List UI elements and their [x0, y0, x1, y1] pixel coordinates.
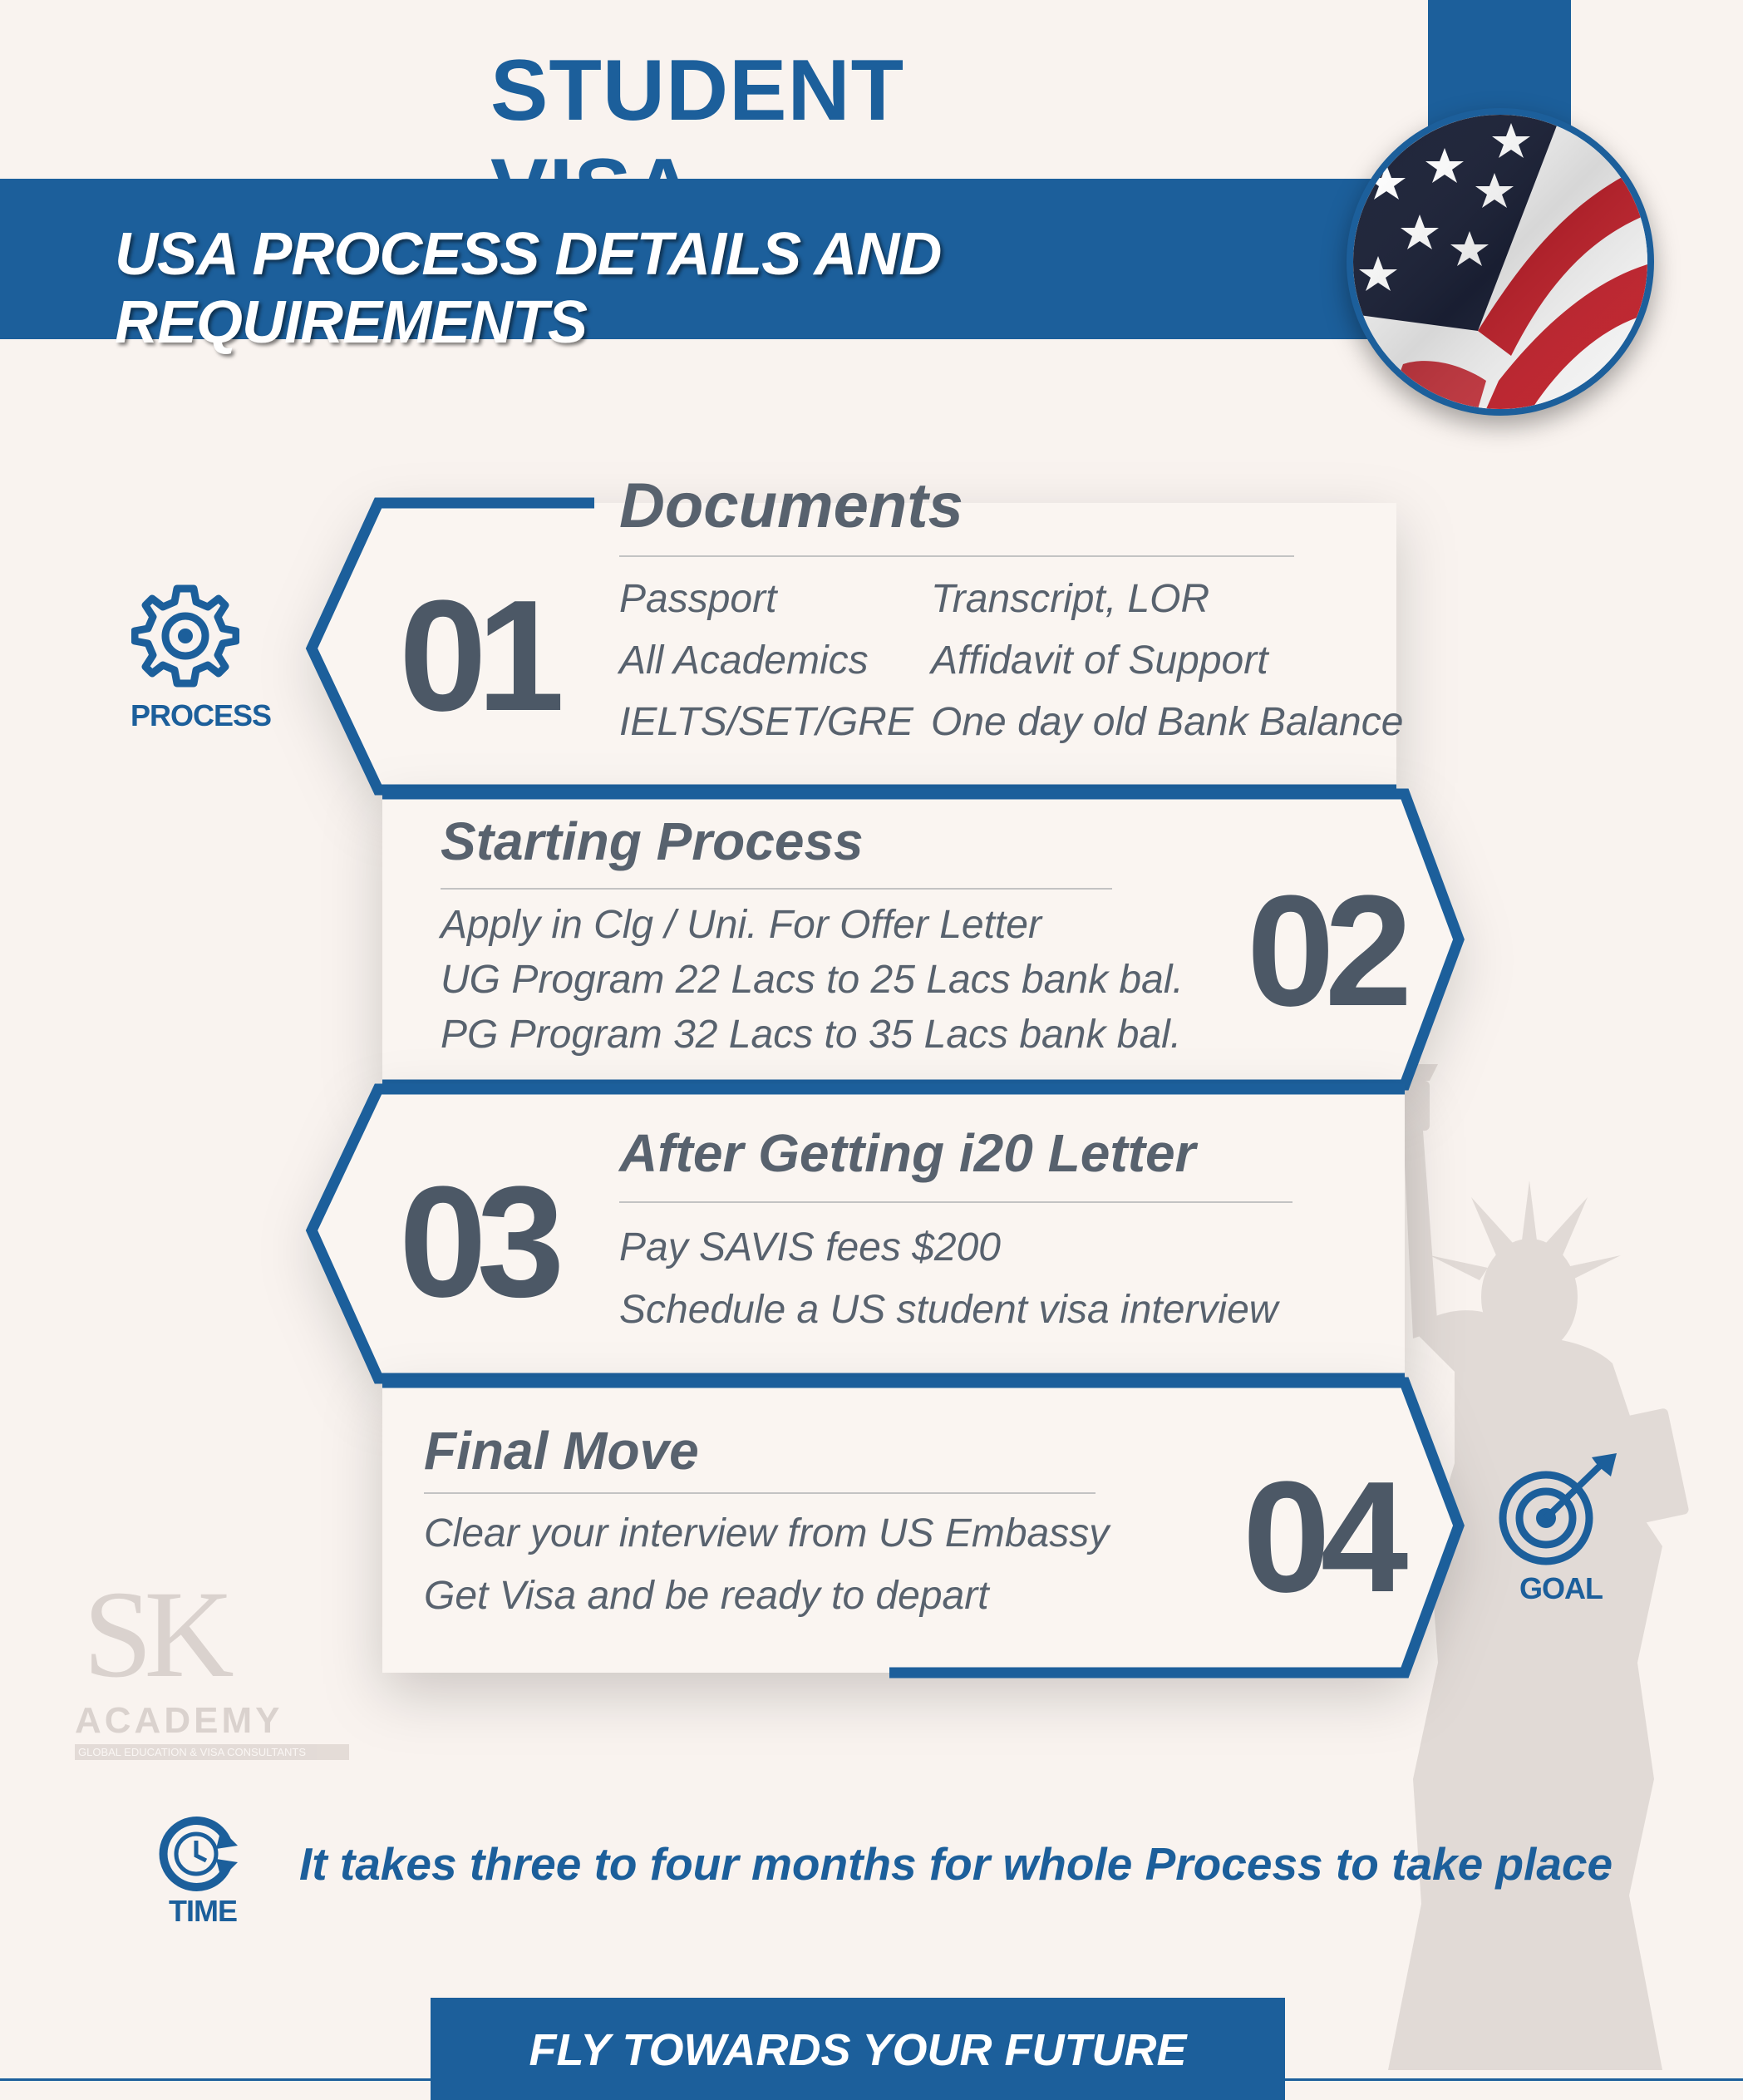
- step-3-divider: [619, 1201, 1292, 1203]
- target-icon: [1496, 1453, 1621, 1574]
- watermark-name: ACADEMY: [75, 1700, 283, 1741]
- step-1-item: Affidavit of Support: [931, 638, 1268, 683]
- step-2-item: UG Program 22 Lacs to 25 Lacs bank bal.: [441, 958, 1184, 1002]
- clock-icon: [156, 1812, 239, 1900]
- page-title: STUDENT: [490, 42, 905, 139]
- footer-slogan: FLY TOWARDS YOUR FUTURE: [529, 2025, 1187, 2075]
- step-4-title: Final Move: [424, 1421, 699, 1481]
- time-note: It takes three to four months for whole Process to take place: [299, 1838, 1613, 1890]
- step-2-divider: [441, 888, 1112, 890]
- step-1-title: Documents: [619, 471, 963, 541]
- step-4-item: Clear your interview from US Embassy: [424, 1511, 1110, 1555]
- step-2-title: Starting Process: [441, 811, 864, 871]
- step-3-item: Schedule a US student visa interview: [619, 1288, 1278, 1332]
- step-4-divider: [424, 1492, 1096, 1494]
- watermark-logo: SK: [83, 1565, 226, 1703]
- step-2-item: Apply in Clg / Uni. For Offer Letter: [441, 903, 1041, 947]
- watermark-tagline: GLOBAL EDUCATION & VISA CONSULTANTS: [75, 1744, 349, 1760]
- step-1-item: IELTS/SET/GRE: [619, 700, 913, 744]
- step-3-title: After Getting i20 Letter: [619, 1123, 1196, 1183]
- step-1-item: All Academics: [619, 638, 869, 683]
- step-2-number: 02: [1247, 863, 1403, 1039]
- goal-label: GOAL: [1519, 1571, 1603, 1605]
- step-4-number: 04: [1243, 1449, 1399, 1625]
- step-1-divider: [619, 555, 1294, 557]
- process-label: PROCESS: [130, 698, 272, 732]
- footer-bar: [431, 1998, 1285, 2100]
- step-3-item: Pay SAVIS fees $200: [619, 1225, 1001, 1269]
- step-4-item: Get Visa and be ready to depart: [424, 1574, 989, 1618]
- step-2-item: PG Program 32 Lacs to 35 Lacs bank bal.: [441, 1013, 1182, 1057]
- step-1-item: Transcript, LOR: [931, 577, 1210, 621]
- step-3-number: 03: [399, 1154, 555, 1330]
- step-1-item: Passport: [619, 577, 777, 621]
- time-label: TIME: [169, 1894, 237, 1928]
- gear-icon: [131, 582, 239, 694]
- page-subtitle: USA PROCESS DETAILS AND REQUIREMENTS: [115, 221, 942, 356]
- step-1-number: 01: [399, 568, 555, 744]
- step-1-item: One day old Bank Balance: [931, 700, 1404, 744]
